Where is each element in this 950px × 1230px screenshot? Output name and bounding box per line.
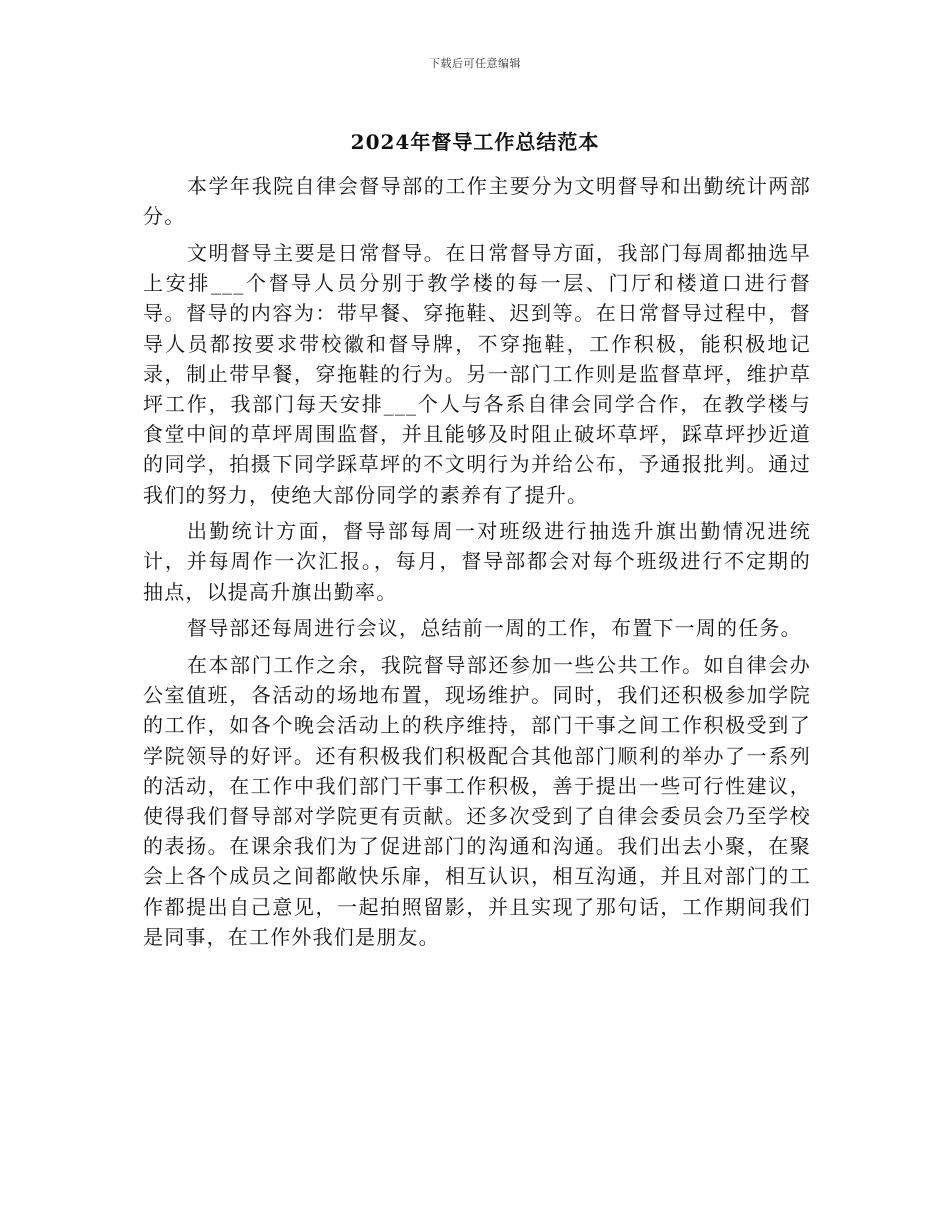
paragraph-intro: 本学年我院自律会督导部的工作主要分为文明督导和出勤统计两部分。 [143, 174, 811, 229]
paragraph-weekly-meeting: 督导部还每周进行会议，总结前一周的工作，布置下一周的任务。 [187, 616, 802, 641]
page-header-note: 下载后可任意编辑 [429, 57, 521, 70]
document-body [143, 171, 811, 959]
paragraph-public-work: 在本部门工作之余，我院督导部还参加一些公共工作。如自律会办公室值班，各活动的场地布置，现场维护。同时，我们还积极参加学院的工作，如各个晚会活动上的秩序维持，部门干事之间工作积极受到了学院领导的好评。还有积极我们积极配合其他部门顺利的举办了一系列的活动，在工作中我们部门干事工作积极，善于提出一些可行性建议，使得我们督导部对学院更有贡献。还多次受到了自律会委员会乃至学校的表扬。在课余我们为了促进部门的沟通和沟通。我们出去小聚，在聚会上各个成员之间都敞快乐扉，相互认识，相互沟通，并且对部门的工作都提出自己意见，一起拍照留影，并且实现了那句话，工作期间我们是同事，在工作外我们是朋友。 [143, 653, 811, 949]
paragraph-civility-supervision: 文明督导主要是日常督导。在日常督导方面，我部门每周都抽选早上安排___个督导人员分别于教学楼的每一层、门厅和楼道口进行督导。督导的内容为：带早餐、穿拖鞋、迟到等。在日常督导过程中，督导人员都按要求带校徽和督导牌，不穿拖鞋，工作积极，能积极地记录，制止带早餐，穿拖鞋的行为。另一部门工作则是监督草坪，维护草坪工作，我部门每天安排___个人与各系自律会同学合作，在教学楼与食堂中间的草坪周围监督，并且能够及时阻止破坏草坪，踩草坪抄近道的同学，拍摄下同学踩草坪的不文明行为并给公布，予通报批判。通过我们的努力，使绝大部份同学的素养有了提升。 [143, 240, 811, 507]
document-title: 2024年督导工作总结范本 [350, 130, 600, 154]
paragraph-attendance-statistics: 出勤统计方面，督导部每周一对班级进行抽选升旗出勤情况进统计，并每周作一次汇报。，每月，督导部都会对每个班级进行不定期的抽点，以提高升旗出勤率。 [143, 519, 811, 604]
